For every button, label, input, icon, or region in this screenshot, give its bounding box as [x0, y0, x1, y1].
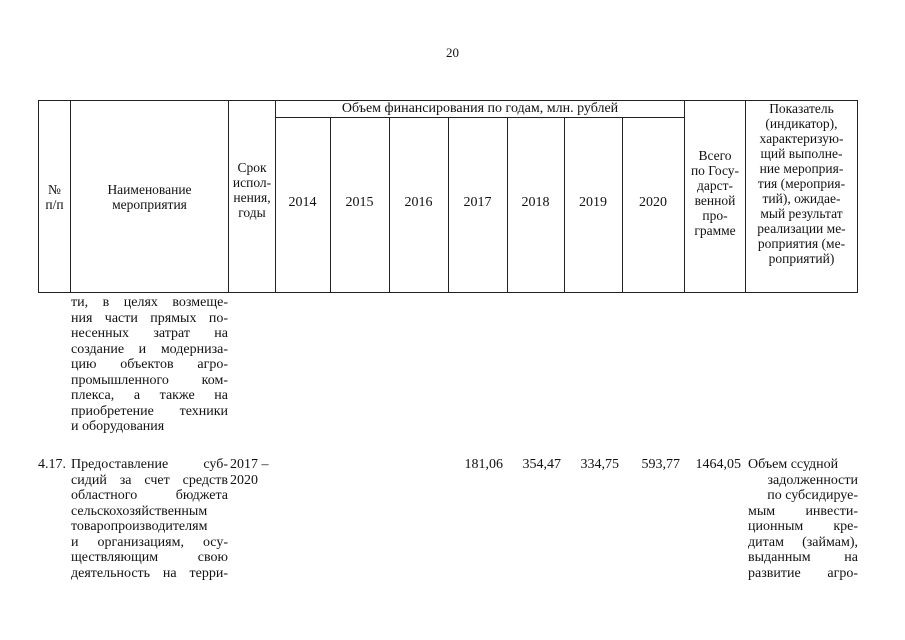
row-number: 4.17.: [38, 457, 66, 472]
header-name-col: Наименование мероприятия: [107, 182, 192, 212]
header-indicator-col: Показатель (индикатор), характеризую- щий выполне- ние мероприя- тия (мероприя- тий), ожидае- мый результат реализации ме- роприятия (ме- роприятий): [757, 101, 846, 266]
continuation-text: ти, в целях возмеще- ния части прямых по- несенных затрат на создание и модерниза- цию объектов агро- промышленного ком- плекса, а также на приобретение техники и оборудования: [71, 295, 228, 434]
year-2018: 2018: [521, 195, 550, 210]
year-2014: 2014: [288, 195, 317, 210]
year-2015: 2015: [345, 195, 374, 210]
row-term: 2017 – 2020: [230, 457, 269, 488]
row-indicator: Объем ссудной задолженности по субсидируе- мым инвести- ционным кре- дитам (займам), выданным на развитие агро-: [748, 457, 858, 581]
header-num-col: № п/п: [45, 182, 64, 212]
row-name: Предоставление суб- сидий за счет средств областного бюджета сельскохозяйственным товаропроизводителям и организациям, осу- ществляющим свою деятельность на терри-: [71, 457, 228, 581]
page-number: 20: [446, 45, 459, 60]
header-term-col: Срок испол- нения, годы: [232, 160, 272, 220]
value-2018: 354,47: [522, 457, 561, 472]
header-total-col: Всего по Госу- дарст- венной про- грамме: [690, 148, 740, 238]
value-total: 1464,05: [695, 457, 741, 472]
year-2019: 2019: [579, 195, 607, 210]
value-2020: 593,77: [641, 457, 680, 472]
header-funding-title: Объем финансирования по годам, млн. рублей: [341, 101, 619, 116]
year-2016: 2016: [404, 195, 433, 210]
value-2017: 181,06: [464, 457, 503, 472]
year-2020: 2020: [639, 195, 667, 210]
value-2019: 334,75: [580, 457, 619, 472]
year-2017: 2017: [463, 195, 492, 210]
